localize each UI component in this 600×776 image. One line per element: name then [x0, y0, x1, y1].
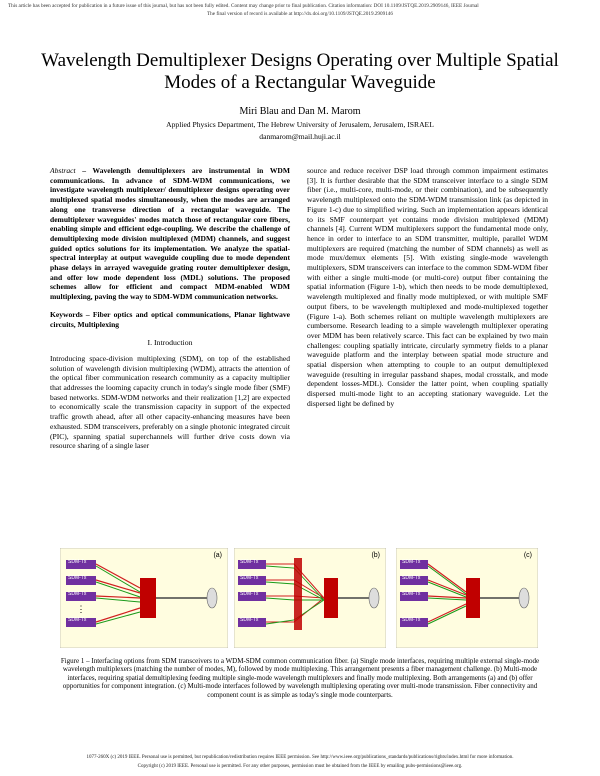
tx-box-label: SDM-Tx: [240, 575, 259, 581]
panel-c-label: (c): [523, 552, 532, 559]
figure-caption: Figure 1 – Interfacing options from SDM transceivers to a WDM-SDM common communication fiber. (a) Single mode interfaces, requiring multiple external single-mode wavelength multiplexers (matching the number of modes, M), followed by mode multiplexing. This arrangement presents a fiber management challenge. (b) Multi-mode interfaces, requiring spatial demultiplexing feeding multiple single-mode wavelength multiplexers and finally mode multiplexing. Both arrangements (a) and (b) offer opportunities for component integration. (c) Multi-mode interfaces followed by wavelength multiplexing operating over multi-mode transmission. Fiber connectivity and component count is as simple as today's single mode counterparts.: [60, 657, 540, 699]
tx-box-label: SDM-Tx: [68, 559, 87, 565]
intro-paragraph: Introducing space-division multiplexing (SDM), on top of the established solution of wavelength division multiplexing (WDM), attracts the attention of the optical fiber communication research community as a capacity multiplier that addresses the looming capacity crunch in today's single mode fiber (SMF) based networks. SDM-WDM networks and their realization [1,2] are expected to economically scale the transmission capacity in support of the expected traffic growth ahead, after all other capacity-enhancing measures have been exhausted. SDM transceivers, preferably on a single photonic integrated circuit (PIC), spanning spatial superchannels will further drive costs down via resource sharing of a single laser: [50, 353, 290, 451]
tx-box-label: SDM-Tx: [240, 617, 259, 623]
figure-panel-a: [60, 548, 228, 648]
footer-license: 1077-260X (c) 2019 IEEE. Personal use is permitted, but republication/redistribution requires IEEE permission. See http://www.ieee.org/publications_standards/publications/rights/index.html for more information.: [86, 755, 514, 760]
section-heading: I. Introduction: [147, 338, 193, 348]
figure-panel-b: [234, 548, 386, 648]
keywords: Keywords – Fiber optics and optical communications, Planar lightwave circuits, Multiplexing: [50, 309, 290, 329]
tx-box-label: SDM-Tx: [240, 559, 259, 565]
tx-box-label: SDM-Tx: [68, 617, 87, 623]
tx-box-label: SDM-Tx: [68, 591, 87, 597]
tx-box-label: SDM-Tx: [68, 575, 87, 581]
svg-text:⋮: ⋮: [76, 604, 86, 614]
intro-paragraph-continued: source and reduce receiver DSP load through common impairment estimates [3]. It is further desirable that the SDM transceiver interface to a single SDM fiber (i.e., multi-core, multi-mode, or their combination), and be subsequently wavelength multiplexed onto the SDM-WDM transmission link (as depicted in Figure 1-c) due to simplified wiring. Such an implementation appears identical to its SMF counterpart yet contains mode division multiplexed (MDM) channels [4]. Current WDM multiplexers support the fundamental mode only, hence in order to interface to an SDM transmitter, multiple, parallel WDM multiplexers are required (matching the number of SDM channels) as well as mode mux/demux elements [5]. With existing single-mode wavelength multiplexers, SDM transceivers can interface to the common SDM-WDM fiber with either a single multi-mode (or multi-core) output fiber containing the spatial information (Figure 1-b), which then needs to be mode demultiplexed, wavelength multiplexed and finally mode multiplexed, or with multiple SMF output fibers, to be wavelength multiplexed and mode-multiplexed together (Figure 1-a). Both schemes reliant on multiple wavelength multiplexers are cumbersome. Research leading to a simple wavelength multiplexer operating over MDM has been relatively scarce. This fact can be explained by two main challenges: coupling spatially intricate, circularly symmetry fields to a planar waveguide platform and the interplay between spatial mode structure and spatial dispersion when attempting to couple to an output demultiplexed waveguide (resulting in irregular passband shapes, modal crosstalk, and mode dependent losses-MDL). Consider the latter point, when coupling spatially dispersed multi-mode light to an accepting stationary waveguide. Let the dispersed light be defined by: [307, 166, 548, 408]
abstract-label: Abstract: [50, 166, 76, 175]
left-column: [50, 166, 290, 451]
doi-header: The final version of record is available at http://dx.doi.org/10.1109/JSTQE.2019.2909146: [207, 11, 393, 17]
tx-box-label: SDM-Tx: [402, 591, 421, 597]
figure-panel-c: [396, 548, 538, 648]
figure-1: [60, 548, 538, 648]
panel-b-label: (b): [371, 552, 380, 559]
affiliation: Applied Physics Department, The Hebrew University of Jerusalem, Jerusalem, ISRAEL: [166, 120, 434, 129]
abstract: [50, 166, 290, 302]
tx-box-label: SDM-Tx: [402, 617, 421, 623]
journal-header: This article has been accepted for publication in a future issue of this journal, but has not been fully edited. Content may change prior to final publication. Citation information: DOI 10.1109/JSTQE.2019.2909146, IEEE Journal: [8, 3, 479, 9]
tx-box-label: SDM-Tx: [402, 559, 421, 565]
tx-box-label: SDM-Tx: [240, 591, 259, 597]
tx-box-label: SDM-Tx: [402, 575, 421, 581]
abstract-text: – Wavelength demultiplexers are instrumental in WDM communications. In advance of SDM-WDM communications, we investigate wavelength multiplexer/ demultiplexer designs operating over multiplexed spatial modes simultaneously, when the modes are arranged along one transverse direction of a rectangular waveguide. The demultiplexer waveguides' modes match those of rectangular core fibers, enabling simple and efficient edge-coupling. We describe the challenge of demultiplexing mode division multiplexed (MDM) channels, and suggest guided optics solutions for its implementation. We analyze the spatial-spectral interplay at output waveguide coupling due to mode dependent phase delays in arrayed waveguide grating router demultiplexer design, and offer low mode dependent loss (MDL) solutions. The proposed schemes allow for efficient and compact MDM-enabled WDM multiplexing, paving the way to SDM-WDM communication networks.: [50, 166, 290, 302]
email[interactable]: danmarom@mail.huji.ac.il: [259, 132, 341, 141]
panel-a-label: (a): [213, 552, 222, 559]
paper-title: Wavelength Demultiplexer Designs Operating over Multiple Spatial Modes of a Rectangular Waveguide: [41, 50, 559, 93]
authors: Miri Blau and Dan M. Marom: [239, 106, 361, 117]
footer-copyright: Copyright (c) 2019 IEEE. Personal use is permitted. For any other purposes, permission must be obtained from the IEEE by emailing pubs-permissions@ieee.org.: [137, 764, 463, 769]
right-column: [307, 166, 548, 409]
